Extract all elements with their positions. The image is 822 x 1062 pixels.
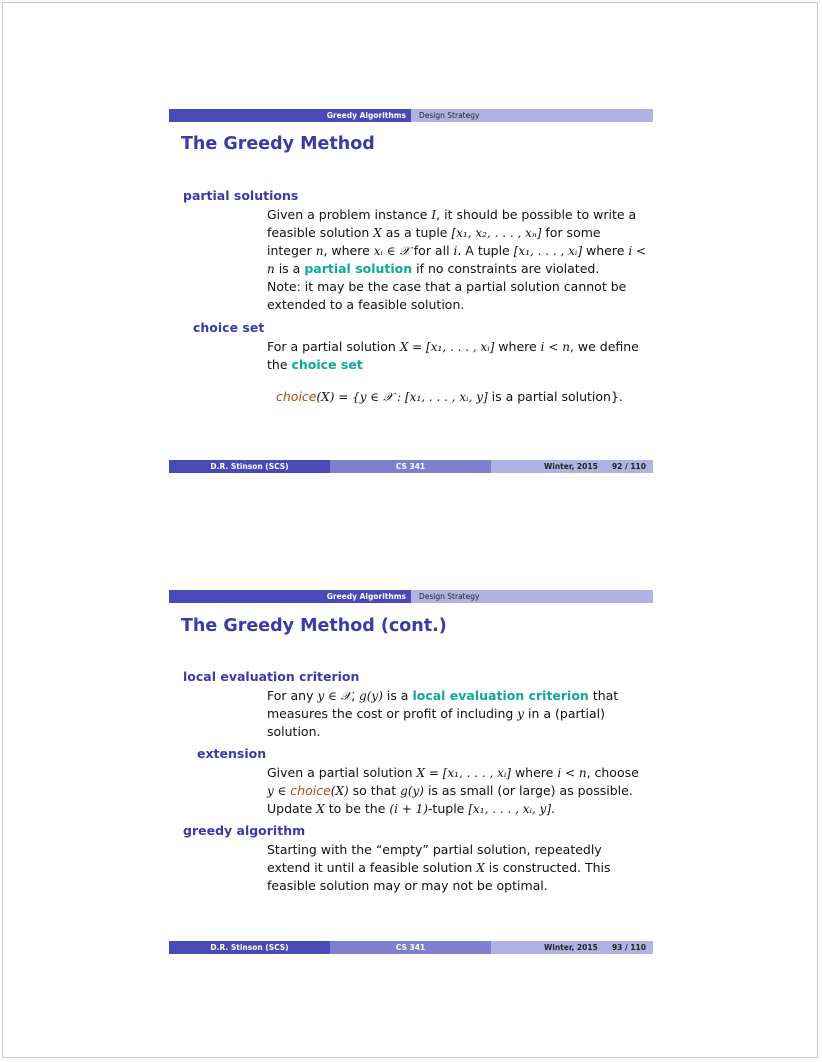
slide-footer xyxy=(169,941,653,954)
ps-text-i: is a xyxy=(274,261,305,276)
header-section[interactable]: Greedy Algorithms xyxy=(169,590,411,603)
math-tuple-n: [x₁, x₂, . . . , xₙ] xyxy=(451,226,542,240)
term-local-evaluation-criterion: local evaluation criterion xyxy=(183,669,360,684)
ex-text-d: so that xyxy=(348,783,401,798)
ps-text-g: . A tuple xyxy=(457,243,514,258)
math-xi-in: xᵢ ∈ 𝒳 xyxy=(373,244,410,258)
math-X: X xyxy=(316,802,325,816)
term-choice-set: choice set xyxy=(193,320,265,335)
footer-course: CS 341 xyxy=(330,460,491,473)
slide-title: The Greedy Method xyxy=(181,134,375,154)
footer-page-number: 92 / 110 xyxy=(611,462,646,471)
ex-text-g: -tuple xyxy=(427,801,469,816)
cs-text-b: where xyxy=(494,339,541,354)
math-i-lt-n: i < n xyxy=(557,766,587,780)
footer-date: Winter, 2015 xyxy=(544,462,598,471)
footer-course: CS 341 xyxy=(330,941,491,954)
math-i-lt-n-2: i < n xyxy=(540,340,570,354)
ps-text-a: Given a problem instance xyxy=(267,207,432,222)
header-section[interactable]: Greedy Algorithms xyxy=(169,109,411,122)
math-I: I xyxy=(431,208,437,222)
math-arg-X: (X) xyxy=(330,784,349,798)
formula-arg: (X) xyxy=(316,390,335,404)
ps-text-f: for all xyxy=(409,243,454,258)
le-text-e: in a (partial) solution. xyxy=(267,706,606,739)
footer-date: Winter, 2015 xyxy=(544,943,598,952)
gr-text-b: is constructed. This feasible solution may or may not be optimal. xyxy=(267,860,611,893)
ps-text-b: , it should be possible to write a feasible solution xyxy=(267,207,637,240)
cs-text-c: , we define the xyxy=(267,339,639,372)
le-text-b: , xyxy=(351,688,360,703)
ex-text-f: to be the xyxy=(324,801,390,816)
desc-extension xyxy=(267,764,647,818)
desc-greedy-algorithm xyxy=(267,841,647,895)
slide-title: The Greedy Method (cont.) xyxy=(181,616,447,636)
math-i: i xyxy=(453,244,458,258)
slide-header xyxy=(169,109,653,122)
le-text-c: is a xyxy=(382,688,413,703)
highlight-choice-set: choice set xyxy=(291,357,363,372)
term-greedy-algorithm: greedy algorithm xyxy=(183,823,306,838)
formula-set: = {y ∈ 𝒳 : [x₁, . . . , xᵢ, y] xyxy=(334,390,488,404)
term-partial-solutions: partial solutions xyxy=(183,188,299,203)
math-i-plus-1: (i + 1) xyxy=(389,802,428,816)
ps-text-j: if no constraints are violated. xyxy=(412,261,600,276)
slide-93 xyxy=(169,590,653,952)
ex-text-c: , choose xyxy=(586,765,639,780)
math-tuple-y: [x₁, . . . , xᵢ, y] xyxy=(468,802,552,816)
ps-text-d: for some integer xyxy=(267,225,601,258)
cs-text-a: For a partial solution xyxy=(267,339,400,354)
highlight-local-evaluation-criterion: local evaluation criterion xyxy=(412,688,589,703)
ps-text-h: where xyxy=(582,243,629,258)
math-n: n xyxy=(315,244,324,258)
term-extension: extension xyxy=(197,746,267,761)
header-subsection[interactable]: Design Strategy xyxy=(419,111,480,120)
ex-choice: choice xyxy=(290,783,331,798)
slide-92 xyxy=(169,109,653,471)
slide-footer xyxy=(169,460,653,473)
footer-author: D.R. Stinson (SCS) xyxy=(169,941,330,954)
math-g-y: g(y) xyxy=(359,689,383,703)
le-text-a: For any xyxy=(267,688,318,703)
desc-choice-set xyxy=(267,338,647,374)
gr-text-a: Starting with the “empty” partial solution, repeatedly extend it until a feasible solution xyxy=(267,842,602,875)
math-g-y-2: g(y) xyxy=(400,784,424,798)
math-i-lt-n: i < n xyxy=(267,244,647,276)
footer-date-page xyxy=(491,460,653,473)
formula-mid: is a partial solution xyxy=(487,389,611,404)
math-X-2: X xyxy=(476,861,485,875)
math-y: y xyxy=(517,707,525,721)
ps-text-c: as a tuple xyxy=(381,225,452,240)
choice-formula xyxy=(276,388,623,406)
ps-note: Note: it may be the case that a partial solution cannot be extended to a feasible solution. xyxy=(267,279,627,312)
page-border xyxy=(2,2,818,1058)
ex-text-b: where xyxy=(510,765,558,780)
footer-date-page xyxy=(491,941,653,954)
math-y-in-choice: y ∈ xyxy=(267,784,291,798)
highlight-partial-solution: partial solution xyxy=(304,261,413,276)
math-X: X xyxy=(373,226,382,240)
math-tuple-i: [x₁, . . . , xᵢ] xyxy=(513,244,583,258)
footer-author: D.R. Stinson (SCS) xyxy=(169,460,330,473)
header-subsection[interactable]: Design Strategy xyxy=(419,592,480,601)
desc-local-evaluation-criterion xyxy=(267,687,647,741)
ex-text-e: is as small (or large) as possible. Update xyxy=(267,783,633,816)
math-X-eq: X = [x₁, . . . , xᵢ] xyxy=(399,340,495,354)
footer-page-number: 93 / 110 xyxy=(611,943,646,952)
formula-end: }. xyxy=(610,389,623,404)
slide-header xyxy=(169,590,653,603)
ex-text-h: . xyxy=(551,801,555,816)
formula-choice: choice xyxy=(276,389,317,404)
math-X-eq: X = [x₁, . . . , xᵢ] xyxy=(416,766,511,780)
ps-text-e: , where xyxy=(323,243,374,258)
le-text-d: that measures the cost or profit of including xyxy=(267,688,619,721)
math-y-in: y ∈ 𝒳 xyxy=(317,689,352,703)
ex-text-a: Given a partial solution xyxy=(267,765,417,780)
desc-partial-solutions xyxy=(267,206,647,314)
